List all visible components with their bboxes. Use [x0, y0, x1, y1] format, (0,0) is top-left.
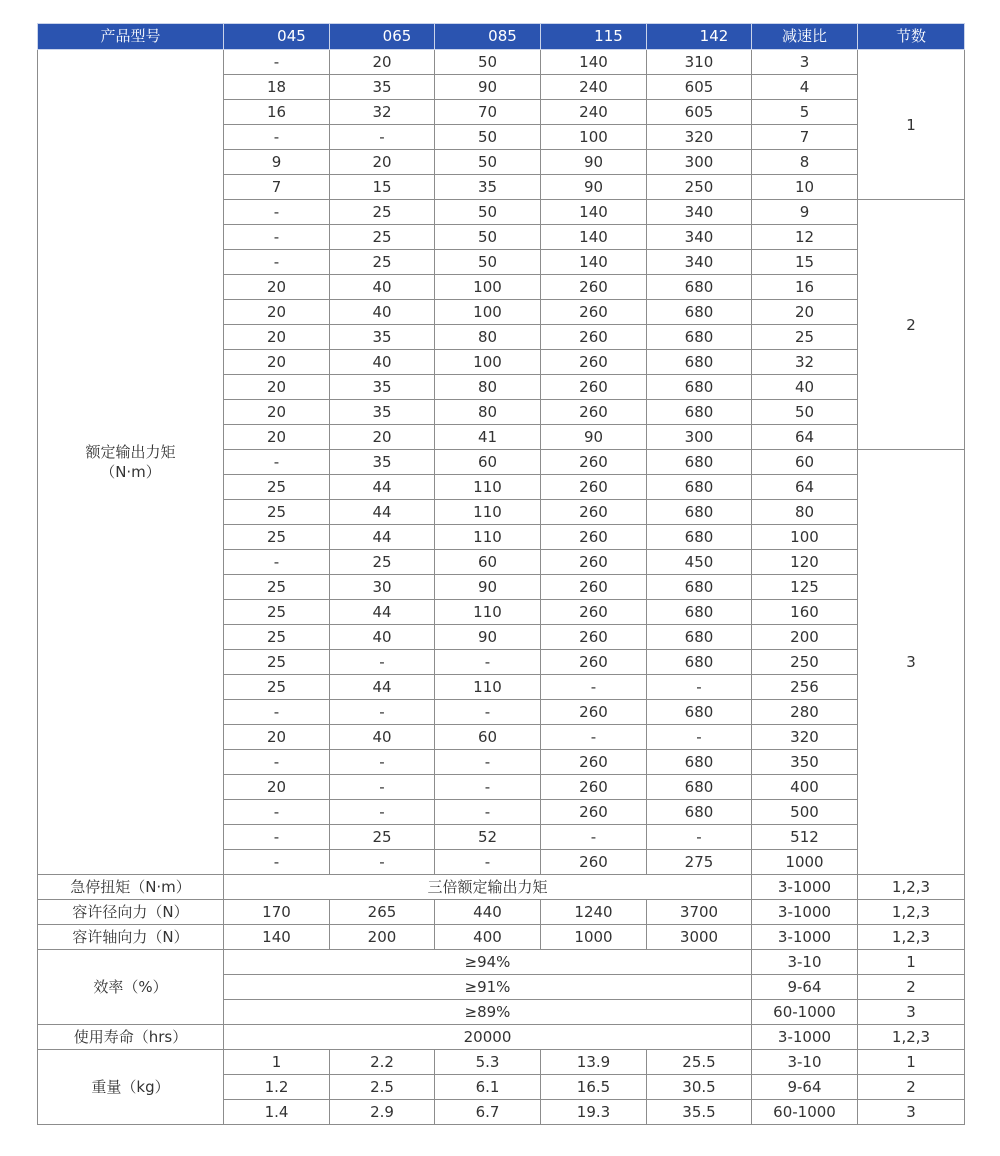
emergency-torque-label: 急停扭矩（N·m） [38, 875, 224, 900]
weight-cell: 19.3 [541, 1100, 647, 1125]
weight-cell: 6.1 [435, 1075, 541, 1100]
torque-cell: 100 [435, 350, 541, 375]
torque-cell: 25 [330, 550, 435, 575]
radial-force-row [38, 900, 965, 925]
torque-cell: - [647, 825, 752, 850]
torque-cell: 240 [541, 100, 647, 125]
weight-cell: 13.9 [541, 1050, 647, 1075]
weight-cell: 30.5 [647, 1075, 752, 1100]
ratio-cell: 3-1000 [752, 1025, 858, 1050]
stage-cell: 3 [858, 1100, 965, 1125]
stage-cell: 1,2,3 [858, 875, 965, 900]
torque-cell: 35 [330, 325, 435, 350]
torque-cell: 260 [541, 575, 647, 600]
radial-force-cell: 440 [435, 900, 541, 925]
stage-cell: 1 [858, 1050, 965, 1075]
ratio-cell: 512 [752, 825, 858, 850]
torque-cell: 260 [541, 400, 647, 425]
weight-label: 重量（kg） [38, 1050, 224, 1125]
torque-cell: 140 [541, 200, 647, 225]
axial-force-label: 容许轴向力（N） [38, 925, 224, 950]
weight-cell: 16.5 [541, 1075, 647, 1100]
torque-cell: 680 [647, 450, 752, 475]
torque-cell: 140 [541, 250, 647, 275]
torque-cell: 680 [647, 700, 752, 725]
torque-cell: 20 [224, 325, 330, 350]
ratio-cell: 40 [752, 375, 858, 400]
torque-cell: 240 [541, 75, 647, 100]
efficiency-value: ≥89% [224, 1000, 752, 1025]
torque-cell: - [435, 800, 541, 825]
torque-cell: 260 [541, 800, 647, 825]
torque-cell: 20 [224, 275, 330, 300]
ratio-cell: 80 [752, 500, 858, 525]
torque-cell: 300 [647, 425, 752, 450]
torque-cell: 320 [647, 125, 752, 150]
weight-cell: 1 [224, 1050, 330, 1075]
weight-row [38, 1050, 965, 1075]
torque-cell: 9 [224, 150, 330, 175]
torque-cell: 680 [647, 800, 752, 825]
ratio-cell: 125 [752, 575, 858, 600]
torque-cell: - [541, 725, 647, 750]
ratio-cell: 256 [752, 675, 858, 700]
header-model-045: 045 [224, 24, 330, 50]
torque-cell: 20 [224, 775, 330, 800]
torque-cell: 260 [541, 300, 647, 325]
torque-cell: 44 [330, 525, 435, 550]
ratio-cell: 20 [752, 300, 858, 325]
torque-cell: 20 [224, 400, 330, 425]
torque-cell: 50 [435, 200, 541, 225]
ratio-cell: 3-1000 [752, 875, 858, 900]
header-model-065: 065 [330, 24, 435, 50]
torque-cell: 44 [330, 600, 435, 625]
ratio-cell: 3-10 [752, 950, 858, 975]
torque-cell: 25 [330, 825, 435, 850]
ratio-cell: 9 [752, 200, 858, 225]
ratio-cell: 60 [752, 450, 858, 475]
axial-force-cell: 400 [435, 925, 541, 950]
torque-cell: 35 [330, 400, 435, 425]
radial-force-cell: 170 [224, 900, 330, 925]
torque-cell: 7 [224, 175, 330, 200]
ratio-cell: 400 [752, 775, 858, 800]
table-body [38, 50, 965, 1125]
torque-cell: 20 [330, 425, 435, 450]
torque-cell: 80 [435, 325, 541, 350]
service-life-value: 20000 [224, 1025, 752, 1050]
header-stages: 节数 [858, 24, 965, 50]
torque-cell: 340 [647, 250, 752, 275]
torque-cell: 80 [435, 375, 541, 400]
torque-cell: 140 [541, 50, 647, 75]
torque-cell: 16 [224, 100, 330, 125]
header-model-115: 115 [541, 24, 647, 50]
torque-cell: 25 [224, 500, 330, 525]
header-row [38, 24, 965, 50]
weight-cell: 35.5 [647, 1100, 752, 1125]
torque-cell: 20 [224, 350, 330, 375]
stage-cell: 2 [858, 975, 965, 1000]
torque-cell: - [224, 800, 330, 825]
torque-cell: 340 [647, 225, 752, 250]
stage-cell: 1 [858, 50, 965, 200]
torque-cell: 40 [330, 300, 435, 325]
torque-cell: 260 [541, 475, 647, 500]
torque-cell: 25 [330, 250, 435, 275]
torque-cell: - [224, 200, 330, 225]
torque-cell: - [647, 725, 752, 750]
ratio-cell: 320 [752, 725, 858, 750]
torque-cell: 32 [330, 100, 435, 125]
ratio-cell: 100 [752, 525, 858, 550]
torque-cell: - [224, 850, 330, 875]
torque-cell: 25 [224, 525, 330, 550]
axial-force-cell: 3000 [647, 925, 752, 950]
rated-torque-label [38, 50, 224, 875]
weight-cell: 2.2 [330, 1050, 435, 1075]
torque-cell: 50 [435, 125, 541, 150]
service-life-label: 使用寿命（hrs） [38, 1025, 224, 1050]
stage-cell: 2 [858, 1075, 965, 1100]
torque-cell: 680 [647, 475, 752, 500]
torque-cell: 35 [330, 75, 435, 100]
torque-cell: 25 [224, 650, 330, 675]
torque-cell: 310 [647, 50, 752, 75]
weight-cell: 6.7 [435, 1100, 541, 1125]
torque-cell: 20 [330, 150, 435, 175]
header-ratio: 减速比 [752, 24, 858, 50]
torque-cell: 605 [647, 75, 752, 100]
torque-cell: - [435, 750, 541, 775]
torque-cell: 140 [541, 225, 647, 250]
torque-cell: 20 [224, 425, 330, 450]
torque-cell: 15 [330, 175, 435, 200]
torque-cell: 260 [541, 450, 647, 475]
torque-cell: 260 [541, 275, 647, 300]
torque-cell: 110 [435, 475, 541, 500]
stage-cell: 1,2,3 [858, 925, 965, 950]
torque-cell: - [224, 125, 330, 150]
torque-cell: 25 [224, 625, 330, 650]
ratio-cell: 350 [752, 750, 858, 775]
efficiency-label: 效率（%） [38, 950, 224, 1025]
torque-cell: 60 [435, 725, 541, 750]
torque-cell: 44 [330, 475, 435, 500]
header-model-085: 085 [435, 24, 541, 50]
ratio-cell: 4 [752, 75, 858, 100]
torque-cell: 300 [647, 150, 752, 175]
torque-cell: - [541, 675, 647, 700]
torque-cell: 90 [435, 575, 541, 600]
torque-cell: - [541, 825, 647, 850]
torque-cell: 680 [647, 375, 752, 400]
emergency-torque-row [38, 875, 965, 900]
ratio-cell: 32 [752, 350, 858, 375]
torque-cell: 35 [330, 375, 435, 400]
torque-cell: 260 [541, 525, 647, 550]
torque-cell: 680 [647, 275, 752, 300]
torque-cell: 50 [435, 225, 541, 250]
torque-cell: - [330, 800, 435, 825]
torque-cell: 40 [330, 725, 435, 750]
weight-cell: 1.2 [224, 1075, 330, 1100]
torque-cell: - [330, 750, 435, 775]
torque-cell: 260 [541, 500, 647, 525]
torque-cell: - [647, 675, 752, 700]
weight-cell: 2.5 [330, 1075, 435, 1100]
torque-cell: - [435, 700, 541, 725]
torque-cell: 50 [435, 150, 541, 175]
axial-force-row [38, 925, 965, 950]
torque-cell: 60 [435, 550, 541, 575]
torque-cell: 50 [435, 250, 541, 275]
torque-cell: 40 [330, 275, 435, 300]
torque-cell: 40 [330, 625, 435, 650]
emergency-torque-value: 三倍额定输出力矩 [224, 875, 752, 900]
axial-force-cell: 140 [224, 925, 330, 950]
radial-force-cell: 265 [330, 900, 435, 925]
stage-cell: 1,2,3 [858, 1025, 965, 1050]
ratio-cell: 60-1000 [752, 1000, 858, 1025]
torque-cell: 260 [541, 375, 647, 400]
torque-cell: 70 [435, 100, 541, 125]
torque-cell: - [330, 650, 435, 675]
torque-cell: 100 [435, 300, 541, 325]
ratio-cell: 250 [752, 650, 858, 675]
efficiency-value: ≥91% [224, 975, 752, 1000]
torque-cell: 40 [330, 350, 435, 375]
torque-cell: - [435, 775, 541, 800]
ratio-cell: 64 [752, 425, 858, 450]
ratio-cell: 8 [752, 150, 858, 175]
torque-cell: 90 [435, 625, 541, 650]
torque-cell: 30 [330, 575, 435, 600]
gearbox-spec-table [37, 23, 965, 1125]
weight-cell: 5.3 [435, 1050, 541, 1075]
weight-cell: 1.4 [224, 1100, 330, 1125]
torque-cell: 260 [541, 700, 647, 725]
torque-cell: 41 [435, 425, 541, 450]
torque-cell: 80 [435, 400, 541, 425]
torque-cell: 20 [224, 375, 330, 400]
torque-cell: 90 [541, 175, 647, 200]
torque-cell: - [224, 825, 330, 850]
torque-cell: 260 [541, 550, 647, 575]
ratio-cell: 500 [752, 800, 858, 825]
torque-cell: - [224, 50, 330, 75]
torque-cell: 44 [330, 500, 435, 525]
torque-cell: 260 [541, 625, 647, 650]
torque-cell: 110 [435, 600, 541, 625]
weight-cell: 25.5 [647, 1050, 752, 1075]
efficiency-value: ≥94% [224, 950, 752, 975]
torque-cell: 680 [647, 600, 752, 625]
torque-cell: - [224, 450, 330, 475]
ratio-cell: 1000 [752, 850, 858, 875]
rated-torque-label-line1: 额定输出力矩 [85, 443, 176, 461]
ratio-cell: 12 [752, 225, 858, 250]
radial-force-label: 容许径向力（N） [38, 900, 224, 925]
torque-cell: 20 [224, 725, 330, 750]
torque-cell: 25 [224, 475, 330, 500]
torque-cell: 90 [541, 425, 647, 450]
torque-cell: 110 [435, 500, 541, 525]
torque-cell: 680 [647, 650, 752, 675]
stage-cell: 1,2,3 [858, 900, 965, 925]
torque-cell: - [224, 700, 330, 725]
torque-cell: 25 [330, 200, 435, 225]
ratio-cell: 280 [752, 700, 858, 725]
ratio-cell: 9-64 [752, 1075, 858, 1100]
ratio-cell: 10 [752, 175, 858, 200]
torque-cell: - [435, 850, 541, 875]
torque-cell: - [330, 850, 435, 875]
torque-cell: 260 [541, 775, 647, 800]
stage-cell: 3 [858, 450, 965, 875]
torque-cell: - [224, 550, 330, 575]
ratio-cell: 64 [752, 475, 858, 500]
torque-cell: 260 [541, 650, 647, 675]
torque-cell: 680 [647, 325, 752, 350]
torque-cell: 25 [330, 225, 435, 250]
torque-cell: 450 [647, 550, 752, 575]
axial-force-cell: 1000 [541, 925, 647, 950]
torque-cell: 20 [224, 300, 330, 325]
torque-cell: 260 [541, 850, 647, 875]
torque-cell: 44 [330, 675, 435, 700]
weight-cell: 2.9 [330, 1100, 435, 1125]
torque-cell: 250 [647, 175, 752, 200]
radial-force-cell: 3700 [647, 900, 752, 925]
torque-cell: 680 [647, 775, 752, 800]
ratio-cell: 60-1000 [752, 1100, 858, 1125]
torque-cell: - [224, 225, 330, 250]
torque-cell: 90 [541, 150, 647, 175]
torque-cell: 680 [647, 400, 752, 425]
torque-cell: 260 [541, 600, 647, 625]
ratio-cell: 9-64 [752, 975, 858, 1000]
torque-cell: 680 [647, 625, 752, 650]
service-life-row [38, 1025, 965, 1050]
torque-cell: 680 [647, 575, 752, 600]
torque-cell: 35 [330, 450, 435, 475]
stage-cell: 3 [858, 1000, 965, 1025]
torque-cell: - [330, 775, 435, 800]
torque-cell: - [224, 250, 330, 275]
ratio-cell: 3-1000 [752, 925, 858, 950]
table-row [38, 50, 965, 75]
torque-cell: 110 [435, 525, 541, 550]
torque-cell: 605 [647, 100, 752, 125]
torque-cell: 60 [435, 450, 541, 475]
radial-force-cell: 1240 [541, 900, 647, 925]
torque-cell: 680 [647, 525, 752, 550]
torque-cell: 680 [647, 750, 752, 775]
torque-cell: 260 [541, 750, 647, 775]
torque-cell: 20 [330, 50, 435, 75]
rated-torque-label-line2: （N·m） [100, 463, 161, 481]
torque-cell: 340 [647, 200, 752, 225]
torque-cell: - [435, 650, 541, 675]
torque-cell: 680 [647, 300, 752, 325]
torque-cell: 680 [647, 350, 752, 375]
efficiency-row [38, 950, 965, 975]
torque-cell: - [224, 750, 330, 775]
header-model-142: 142 [647, 24, 752, 50]
stage-cell: 1 [858, 950, 965, 975]
ratio-cell: 200 [752, 625, 858, 650]
ratio-cell: 120 [752, 550, 858, 575]
torque-cell: 18 [224, 75, 330, 100]
ratio-cell: 3-10 [752, 1050, 858, 1075]
torque-cell: 260 [541, 325, 647, 350]
ratio-cell: 25 [752, 325, 858, 350]
torque-cell: 100 [541, 125, 647, 150]
ratio-cell: 3 [752, 50, 858, 75]
axial-force-cell: 200 [330, 925, 435, 950]
torque-cell: - [330, 125, 435, 150]
torque-cell: 52 [435, 825, 541, 850]
stage-cell: 2 [858, 200, 965, 450]
ratio-cell: 5 [752, 100, 858, 125]
torque-cell: 35 [435, 175, 541, 200]
ratio-cell: 160 [752, 600, 858, 625]
ratio-cell: 15 [752, 250, 858, 275]
torque-cell: 90 [435, 75, 541, 100]
torque-cell: - [330, 700, 435, 725]
ratio-cell: 50 [752, 400, 858, 425]
header-model: 产品型号 [38, 24, 224, 50]
torque-cell: 680 [647, 500, 752, 525]
ratio-cell: 7 [752, 125, 858, 150]
torque-cell: 25 [224, 575, 330, 600]
torque-cell: 275 [647, 850, 752, 875]
torque-cell: 110 [435, 675, 541, 700]
torque-cell: 260 [541, 350, 647, 375]
ratio-cell: 3-1000 [752, 900, 858, 925]
torque-cell: 50 [435, 50, 541, 75]
torque-cell: 25 [224, 600, 330, 625]
ratio-cell: 16 [752, 275, 858, 300]
torque-cell: 100 [435, 275, 541, 300]
torque-cell: 25 [224, 675, 330, 700]
